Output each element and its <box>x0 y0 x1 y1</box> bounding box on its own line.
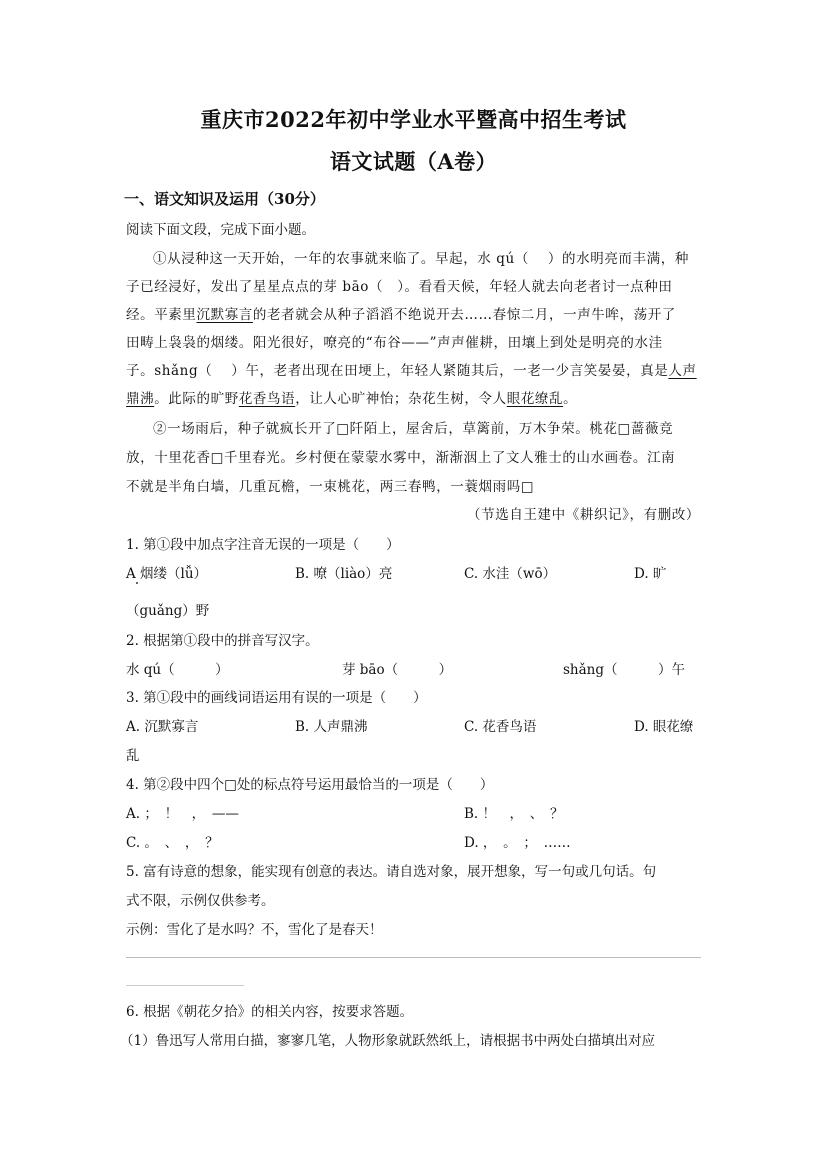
section-heading: 一、语文知识及运用（30分） <box>124 190 325 208</box>
question-2-stem: 2. 根据第①段中的拼音写汉字。 <box>126 633 319 649</box>
question-2-blank-2: 芽 bāo（ ） <box>342 662 453 678</box>
passage-line <box>126 359 697 379</box>
passage-line: 子已经浸好，发出了星星点点的芽 bāo（ ）。看看天候，年轻人就去向老者讨一点种田 <box>126 279 673 295</box>
document-subtitle: 语文试题（A卷） <box>329 149 498 174</box>
reading-instruction: 阅读下面文段，完成下面小题。 <box>126 222 315 238</box>
passage-line: ①从浸种这一天开始，一年的农事就来临了。早起，水 qú（ ）的水明亮而丰满，种 <box>153 251 689 267</box>
question-1-option-c: C. 水洼（wō） <box>464 566 557 582</box>
underlined-phrase: 花香鸟语 <box>238 391 296 407</box>
question-4-option-b: B. ！ ， 、 ？ <box>464 806 564 822</box>
emphasis-dot <box>136 582 138 584</box>
question-5-stem: 5. 富有诗意的想象，能实现有创意的表达。请自选对象，展开想象，写一句或几句话。句 <box>126 864 657 880</box>
passage-line <box>126 303 676 323</box>
passage-line: ②一场雨后，种子就疯长开了□阡陌上，屋舍后，草篱前，万木争荣。桃花□蔷薇竞 <box>153 421 674 437</box>
passage-source: （节选自王建中《耕织记》，有删改） <box>467 507 700 523</box>
question-4-option-a: A. ； ！ ， —— <box>126 806 239 822</box>
question-2-blank-3: shǎng（ ）午 <box>563 662 686 678</box>
underlined-phrase: 人声 <box>668 363 697 379</box>
passage-text: 经。平素里 <box>126 307 197 323</box>
passage-line <box>126 387 577 407</box>
answer-line <box>126 957 701 958</box>
question-6-stem: 6. 根据《朝花夕拾》的相关内容，按要求答题。 <box>126 1004 414 1020</box>
question-4-option-d: D. ， 。 ； …… <box>464 835 571 851</box>
question-1-option-b: B. 嘹（liào）亮 <box>295 566 393 582</box>
question-3-option-d: D. 眼花缭 <box>634 719 694 735</box>
passage-text: 。 <box>563 391 578 407</box>
question-4-option-c: C. 。 、 ， ？ <box>126 835 219 851</box>
passage-text: 。此际的旷野 <box>154 391 239 407</box>
passage-text: 子。shǎng（ ）午，老者出现在田埂上，年轻人紧随其后，一老一少言笑晏晏，真是 <box>126 363 669 379</box>
question-1-option-d: D. 旷 <box>634 566 667 582</box>
question-3-option-b: B. 人声鼎沸 <box>295 719 368 735</box>
question-4-stem: 4. 第②段中四个□处的标点符号运用最恰当的一项是（ ） <box>126 777 494 793</box>
question-1-option-d-cont: （guǎng）野 <box>126 603 210 619</box>
question-3-option-a: A. 沉默寡言 <box>126 719 199 735</box>
underlined-phrase: 沉默寡言 <box>196 307 253 323</box>
question-2-blank-1: 水 qú（ ） <box>126 662 229 678</box>
question-1-option-a: A 烟缕（lǚ） <box>126 566 208 582</box>
passage-text: ，让人心旷神怡；杂花生树，令人 <box>295 391 507 407</box>
underlined-phrase: 鼎沸 <box>126 391 155 407</box>
passage-text: 的老者就会从种子滔滔不绝说开去……春惊二月，一声牛哞，荡开了 <box>252 307 676 323</box>
underlined-phrase: 眼花缭乱 <box>506 391 564 407</box>
question-3-stem: 3. 第①段中的画线词语运用有误的一项是（ ） <box>126 690 427 706</box>
passage-line: 田畴上袅袅的烟缕。阳光很好，嘹亮的“布谷——”声声催耕，田壤上到处是明亮的水洼 <box>126 335 663 351</box>
document-title: 重庆市2022年初中学业水平暨高中招生考试 <box>200 107 627 132</box>
question-3-option-c: C. 花香鸟语 <box>464 719 537 735</box>
question-6-sub-1: （1）鲁迅写人常用白描，寥寥几笔，人物形象就跃然纸上，请根据书中两处白描填出对应 <box>120 1033 656 1049</box>
question-3-option-d-cont: 乱 <box>126 748 140 764</box>
question-5-stem-cont: 式不限，示例仅供参考。 <box>126 893 275 909</box>
passage-line: 放，十里花香□千里春光。乡村便在蒙蒙水雾中，渐渐洇上了文人雅士的山水画卷。江南 <box>126 450 676 466</box>
footnote-separator <box>126 985 244 986</box>
question-5-example: 示例：雪化了是水吗？不，雪化了是春天！ <box>126 922 383 938</box>
passage-line: 不就是半角白墙，几重瓦檐，一束桃花，两三春鸭，一蓑烟雨吗□ <box>126 479 535 495</box>
question-1-stem: 1. 第①段中加点字注音无误的一项是（ ） <box>126 537 400 553</box>
